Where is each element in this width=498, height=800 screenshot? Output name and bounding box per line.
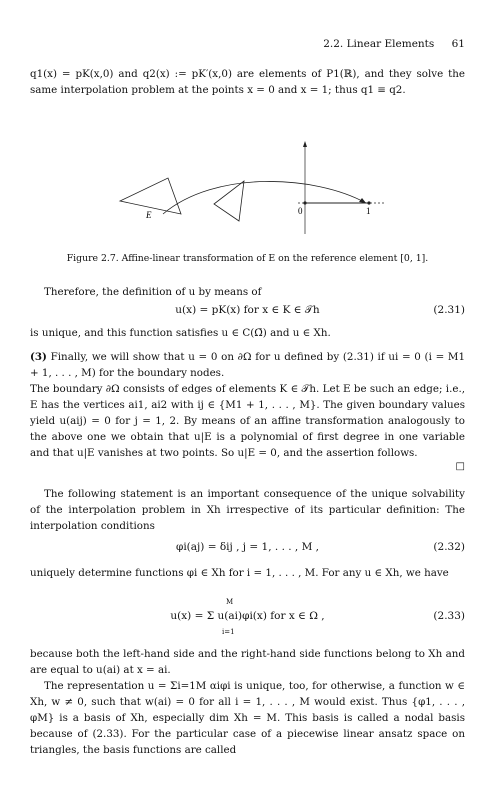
paragraph-unique: is unique, and this function satisfies u ∈ C(Ω̄) and u ∈ Xh.	[30, 327, 331, 339]
paragraph-boundary: The boundary ∂Ω consists of edges of elements K ∈ 𝒯h. Let E be such an edge; i.e., E has the vertices ai1, ai2 with ij ∈ {M1 + 1, . . . , M}. The given boundary values yield u(aij) = 0 for j = 1, 2. By means of an affine transformation analogously to the above one we obtain that u|E is a polynomial of first degree in one variable and that u|E vanishes at two points. So u|E = 0, and the assertion follows.	[30, 383, 465, 459]
paragraph-both-sides: because both the left-hand side and the right-hand side functions belong to Xh and are equal to u(ai) at x = ai.	[30, 648, 465, 676]
figure-label-e: E	[146, 210, 152, 220]
paragraph-q1-q2: q1(x) = pK(x,0) and q2(x) := pK′(x,0) are elements of P1(ℝ), and they solve the same interpolation problem at the points x = 0 and x = 1; thus q1 ≡ q2.	[30, 68, 465, 96]
figure-arrow-head	[359, 198, 366, 203]
header-page-number: 61	[451, 38, 465, 50]
equation-2-31	[30, 304, 465, 320]
equation-2-33	[30, 598, 465, 642]
figure-tick-1: 1	[366, 206, 371, 216]
figure-tick-0: 0	[298, 206, 303, 216]
equation-2-32	[30, 541, 465, 557]
equation-2-33-body: u(x) = Σ u(ai)φi(x) for x ∈ Ω ,	[170, 610, 325, 622]
figure-triangle-left	[120, 178, 181, 214]
equation-2-33-number: (2.33)	[433, 610, 465, 622]
sum-upper-limit: M	[226, 598, 234, 606]
step-3-label: (3)	[30, 351, 47, 363]
running-header	[30, 38, 465, 50]
figure-node-1	[367, 201, 370, 204]
figure-affine-transformation	[0, 135, 498, 235]
paragraph-step-3	[30, 349, 465, 381]
figure-transformation-arrow	[163, 181, 366, 214]
paragraph-definition-u: Therefore, the definition of u by means of	[44, 286, 262, 298]
figure-caption: Figure 2.7. Affine-linear transformation of E on the reference element [0, 1].	[66, 253, 429, 264]
equation-2-32-body: φi(aj) = δij , j = 1, . . . , M ,	[175, 541, 320, 553]
qed-symbol: □	[455, 461, 465, 472]
figure-node-0	[303, 201, 306, 204]
equation-2-31-number: (2.31)	[433, 304, 465, 316]
sum-lower-limit: i=1	[222, 628, 235, 636]
equation-2-31-body: u(x) = pK(x) for x ∈ K ∈ 𝒯h	[175, 304, 320, 316]
step-3-text: Finally, we will show that u = 0 on ∂Ω for u defined by (2.31) if ui = 0 (i = M1 + 1, . . . , M) for the boundary nodes.	[30, 351, 465, 379]
paragraph-consequence: The following statement is an important consequence of the unique solvability of the interpolation problem in Xh irrespective of its particular definition: The interpolation conditions	[30, 488, 465, 532]
paragraph-representation: The representation u = Σi=1M αiφi is unique, too, for otherwise, a function w ∈ Xh, w ≠ 0, such that w(ai) = 0 for all i = 1, . . . , M would exist. Thus {φ1, . . . , φM} is a basis of Xh, especially dim Xh = M. This basis is called a nodal basis because of (2.33). For the particular case of a piecewise linear ansatz space on triangles, the basis functions are called	[30, 680, 465, 756]
equation-2-32-number: (2.32)	[433, 541, 465, 553]
header-section: 2.2. Linear Elements	[323, 38, 435, 50]
figure-y-axis-arrowhead	[303, 141, 307, 147]
paragraph-nodal-functions: uniquely determine functions φi ∈ Xh for i = 1, . . . , M. For any u ∈ Xh, we have	[30, 567, 449, 579]
